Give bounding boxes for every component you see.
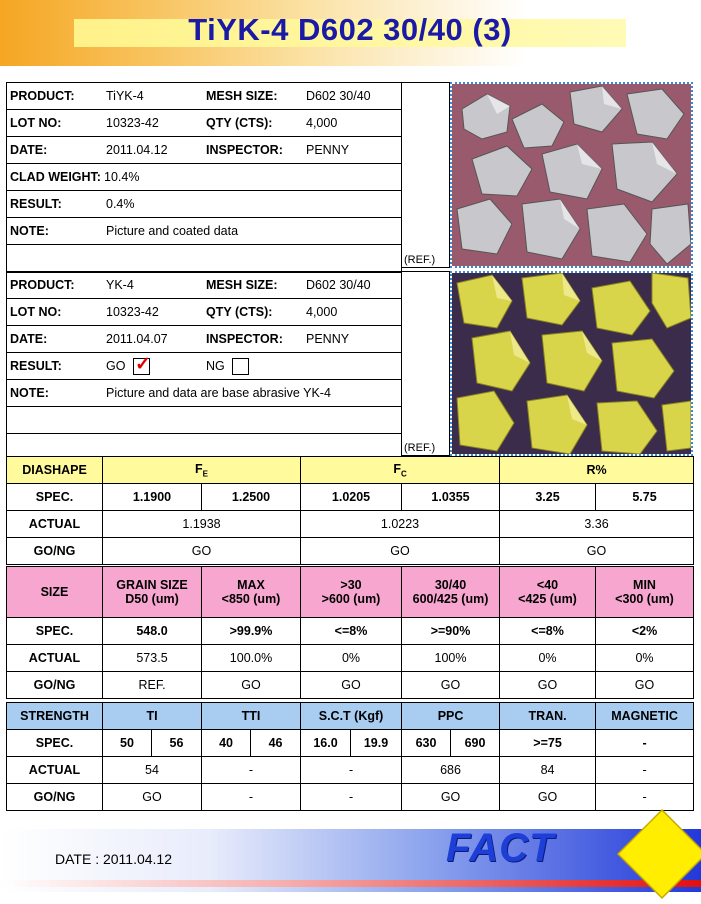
table-cell: >=75 [500, 730, 596, 757]
lot-no-label: LOT NO: [10, 116, 62, 130]
table-header-row [7, 703, 694, 730]
table-cell: 686 [402, 757, 500, 784]
result-label: RESULT: [10, 197, 62, 211]
table-row [7, 757, 694, 784]
sample2-ref-cell [402, 271, 450, 456]
ng-option [206, 358, 306, 375]
info-row [7, 353, 401, 380]
table-header-row [7, 457, 694, 484]
mesh-size-value: D602 30/40 [306, 278, 371, 292]
table-cell: 0% [500, 645, 596, 672]
coated-diamond-image [452, 84, 691, 266]
info-row [7, 380, 401, 407]
info-row [7, 164, 401, 191]
table-cell: 54 [103, 757, 202, 784]
column-header: >30 >600 (um) [301, 567, 402, 618]
column-header: GRAIN SIZE D50 (um) [103, 567, 202, 618]
note-label: NOTE: [10, 224, 49, 238]
table-cell: GO [500, 672, 596, 699]
column-header: MAGNETIC [596, 703, 694, 730]
strength-header: STRENGTH [7, 703, 103, 730]
table-cell: 16.0 [301, 730, 351, 757]
table-row [7, 484, 694, 511]
column-header: TI [103, 703, 202, 730]
table-cell: - [301, 757, 402, 784]
note-value: Picture and coated data [106, 224, 239, 238]
ng-checkbox[interactable] [232, 358, 249, 375]
table-cell: GO [596, 672, 694, 699]
table-header-row [7, 567, 694, 618]
mesh-size-value: D602 30/40 [306, 89, 371, 103]
info-row [7, 299, 401, 326]
qty-label: QTY (CTS): [206, 116, 273, 130]
table-row [7, 538, 694, 565]
table-cell: 100% [402, 645, 500, 672]
table-cell: <2% [596, 618, 694, 645]
table-cell: 84 [500, 757, 596, 784]
table-cell: 50 [103, 730, 152, 757]
size-table [6, 566, 694, 699]
size-header: SIZE [7, 567, 103, 618]
info-row [7, 137, 401, 164]
table-cell: GO [402, 672, 500, 699]
actual-label: ACTUAL [7, 511, 103, 538]
table-row [7, 672, 694, 699]
mesh-size-label: MESH SIZE: [206, 89, 278, 103]
diashape-header: DIASHAPE [7, 457, 103, 484]
table-cell: 1.0205 [301, 484, 402, 511]
fc-header: $F_C$ [301, 457, 500, 484]
inspector-label: INSPECTOR: [206, 332, 283, 346]
table-cell: GO [500, 538, 694, 565]
lot-no-value: 10323-42 [106, 116, 159, 130]
table-row [7, 784, 694, 811]
ref-label: (REF.) [404, 254, 436, 266]
info-row [7, 110, 401, 137]
table-cell: 1.1938 [103, 511, 301, 538]
table-row [7, 511, 694, 538]
table-cell: 3.25 [500, 484, 596, 511]
table-row [7, 730, 694, 757]
table-cell: <=8% [500, 618, 596, 645]
table-cell: - [202, 784, 301, 811]
spec-label: SPEC. [7, 618, 103, 645]
actual-label: ACTUAL [7, 645, 103, 672]
actual-label: ACTUAL [7, 757, 103, 784]
table-cell: 5.75 [596, 484, 694, 511]
date-label: DATE: [10, 332, 48, 346]
product-value: YK-4 [106, 278, 134, 292]
qty-label: QTY (CTS): [206, 305, 273, 319]
go-checkbox[interactable] [133, 353, 151, 375]
table-cell: 548.0 [103, 618, 202, 645]
table-cell: - [301, 784, 402, 811]
product-value: TiYK-4 [106, 89, 144, 103]
table-cell: GO [301, 672, 402, 699]
date-label: DATE: [10, 143, 48, 157]
table-cell: GO [402, 784, 500, 811]
column-header: S.C.T (Kgf) [301, 703, 402, 730]
fact-logo: FACT [446, 826, 555, 870]
table-cell: <=8% [301, 618, 402, 645]
info-row [7, 218, 401, 245]
note-value: Picture and data are base abrasive YK-4 [106, 386, 331, 400]
info-row-empty [7, 407, 401, 434]
info-row [7, 191, 401, 218]
r-percent-header: R% [500, 457, 694, 484]
table-cell: 1.1900 [103, 484, 202, 511]
table-cell: 100.0% [202, 645, 301, 672]
mesh-size-label: MESH SIZE: [206, 278, 278, 292]
table-cell: GO [103, 784, 202, 811]
table-cell: GO [301, 538, 500, 565]
info-row [7, 272, 401, 299]
inspector-label: INSPECTOR: [206, 143, 283, 157]
table-cell: 573.5 [103, 645, 202, 672]
result-label: RESULT: [10, 359, 62, 373]
column-header: TRAN. [500, 703, 596, 730]
qty-value: 4,000 [306, 116, 338, 130]
table-cell: 630 [402, 730, 451, 757]
page-title: TiYK-4 D602 30/40 (3) [188, 12, 512, 47]
spec-label: SPEC. [7, 484, 103, 511]
footer-red-stripe [0, 880, 701, 887]
column-header: 30/40 600/425 (um) [402, 567, 500, 618]
date-value: 2011.04.07 [106, 332, 168, 346]
clad-weight-label: CLAD WEIGHT: [10, 170, 101, 184]
table-cell: - [596, 784, 694, 811]
checkmark-icon: ✓ [134, 353, 151, 375]
lot-no-value: 10323-42 [106, 305, 159, 319]
sample2-info-table [6, 271, 402, 462]
note-label: NOTE: [10, 386, 49, 400]
table-cell: GO [202, 672, 301, 699]
table-cell: 690 [451, 730, 500, 757]
column-header: PPC [402, 703, 500, 730]
go-label: GO [106, 358, 126, 373]
table-cell: 46 [251, 730, 301, 757]
product-label: PRODUCT: [10, 89, 75, 103]
table-cell: 1.0223 [301, 511, 500, 538]
clad-weight-value: 10.4% [104, 170, 140, 184]
table-cell: - [596, 757, 694, 784]
inspector-value: PENNY [306, 332, 350, 346]
ng-label: NG [206, 358, 225, 373]
column-header: MAX <850 (um) [202, 567, 301, 618]
table-cell: 1.0355 [402, 484, 500, 511]
table-cell: 56 [152, 730, 202, 757]
column-header: TTI [202, 703, 301, 730]
spec-label: SPEC. [7, 730, 103, 757]
base-abrasive-image [452, 273, 691, 454]
go-option [106, 353, 206, 375]
table-cell: >99.9% [202, 618, 301, 645]
footer-date: DATE : 2011.04.12 [55, 851, 172, 867]
inspector-value: PENNY [306, 143, 350, 157]
coated-diamond-photo [450, 82, 693, 268]
table-cell: 40 [202, 730, 251, 757]
table-cell: - [596, 730, 694, 757]
table-row [7, 618, 694, 645]
info-row [7, 326, 401, 353]
diamond-logo-icon [616, 808, 701, 900]
info-row-empty [7, 245, 401, 272]
qty-value: 4,000 [306, 305, 338, 319]
gong-label: GO/NG [7, 784, 103, 811]
table-cell: >=90% [402, 618, 500, 645]
sample1-ref-cell [402, 82, 450, 268]
gong-label: GO/NG [7, 672, 103, 699]
table-cell: GO [103, 538, 301, 565]
gong-label: GO/NG [7, 538, 103, 565]
column-header: <40 <425 (um) [500, 567, 596, 618]
table-row [7, 645, 694, 672]
table-cell: 0% [301, 645, 402, 672]
sample1-info-table [6, 82, 402, 273]
ref-label: (REF.) [404, 442, 436, 454]
table-cell: 19.9 [351, 730, 402, 757]
table-cell: REF. [103, 672, 202, 699]
date-value: 2011.04.12 [106, 143, 168, 157]
table-cell: - [202, 757, 301, 784]
strength-table [6, 702, 694, 811]
column-header: MIN <300 (um) [596, 567, 694, 618]
lot-no-label: LOT NO: [10, 305, 62, 319]
product-label: PRODUCT: [10, 278, 75, 292]
diashape-table [6, 456, 694, 565]
table-cell: 0% [596, 645, 694, 672]
info-row [7, 83, 401, 110]
base-abrasive-photo [450, 271, 693, 456]
table-cell: 3.36 [500, 511, 694, 538]
fe-header: $F_E$ [103, 457, 301, 484]
result-value: 0.4% [106, 197, 135, 211]
table-cell: 1.2500 [202, 484, 301, 511]
table-cell: GO [500, 784, 596, 811]
